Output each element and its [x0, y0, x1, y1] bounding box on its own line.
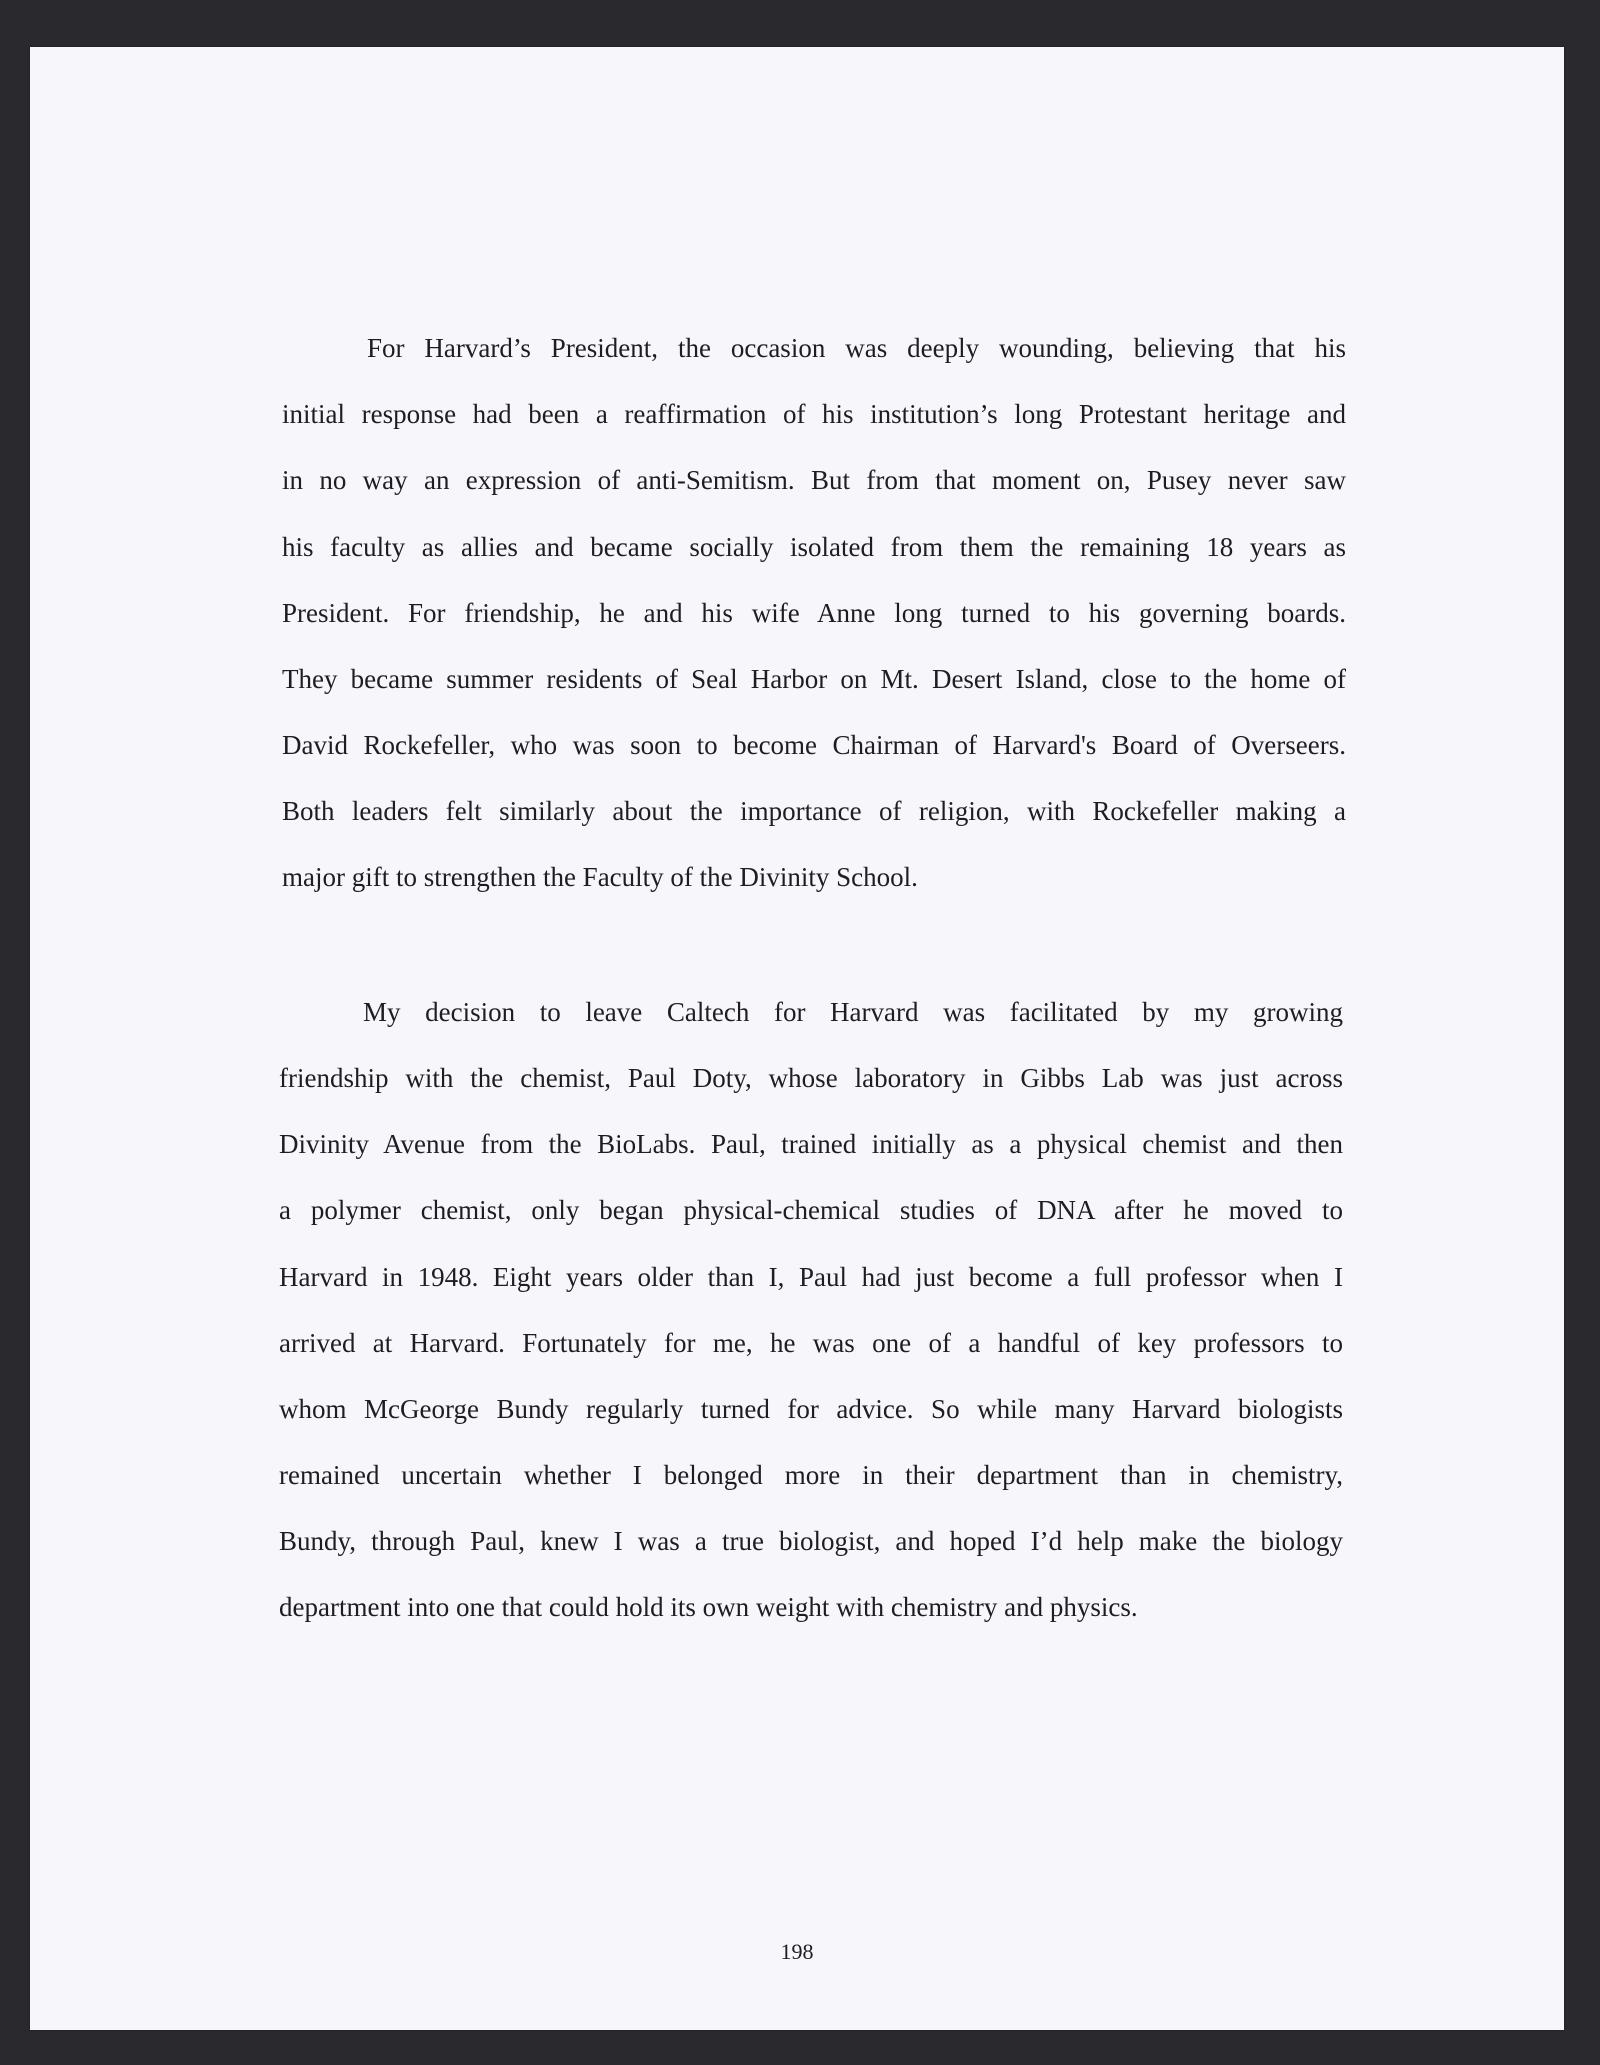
paragraph-line: in no way an expression of anti-Semitism. But from that moment on, Pusey never saw — [282, 465, 1346, 495]
paragraph-line: Divinity Avenue from the BioLabs. Paul, trained initially as a physical chemist and then — [279, 1129, 1343, 1159]
paragraph-line: Both leaders felt similarly about the importance of religion, with Rockefeller making a — [282, 796, 1346, 826]
paragraph-line: For Harvard’s President, the occasion was deeply wounding, believing that his — [367, 333, 1346, 363]
paragraph-line: arrived at Harvard. Fortunately for me, he was one of a handful of key professors to — [279, 1328, 1343, 1358]
paragraph-line: initial response had been a reaffirmation of his institution’s long Protestant heritage and — [282, 399, 1346, 429]
paragraph-line: friendship with the chemist, Paul Doty, whose laboratory in Gibbs Lab was just across — [279, 1063, 1343, 1093]
paragraph-2 — [30, 47, 1564, 1647]
page-number: 198 — [780, 1939, 814, 1964]
paragraph-line: Bundy, through Paul, knew I was a true biologist, and hoped I’d help make the biology — [279, 1526, 1343, 1556]
paragraph-line: David Rockefeller, who was soon to become Chairman of Harvard's Board of Overseers. — [282, 730, 1346, 760]
document-page — [30, 47, 1564, 2030]
paragraph-line: whom McGeorge Bundy regularly turned for advice. So while many Harvard biologists — [279, 1394, 1343, 1424]
paragraph-line: his faculty as allies and became socially isolated from them the remaining 18 years as — [282, 532, 1346, 562]
paragraph-line: major gift to strengthen the Faculty of the Divinity School. — [282, 862, 918, 892]
paragraph-line: Harvard in 1948. Eight years older than I, Paul had just become a full professor when I — [279, 1262, 1343, 1292]
paragraph-line: President. For friendship, he and his wife Anne long turned to his governing boards. — [282, 598, 1346, 628]
paragraph-line: department into one that could hold its own weight with chemistry and physics. — [279, 1592, 1138, 1622]
paragraph-line: a polymer chemist, only began physical-chemical studies of DNA after he moved to — [279, 1195, 1343, 1225]
paragraph-line: remained uncertain whether I belonged more in their department than in chemistry, — [279, 1460, 1343, 1490]
paragraph-line: My decision to leave Caltech for Harvard was facilitated by my growing — [363, 997, 1343, 1027]
paragraph-line: They became summer residents of Seal Harbor on Mt. Desert Island, close to the home of — [282, 664, 1346, 694]
